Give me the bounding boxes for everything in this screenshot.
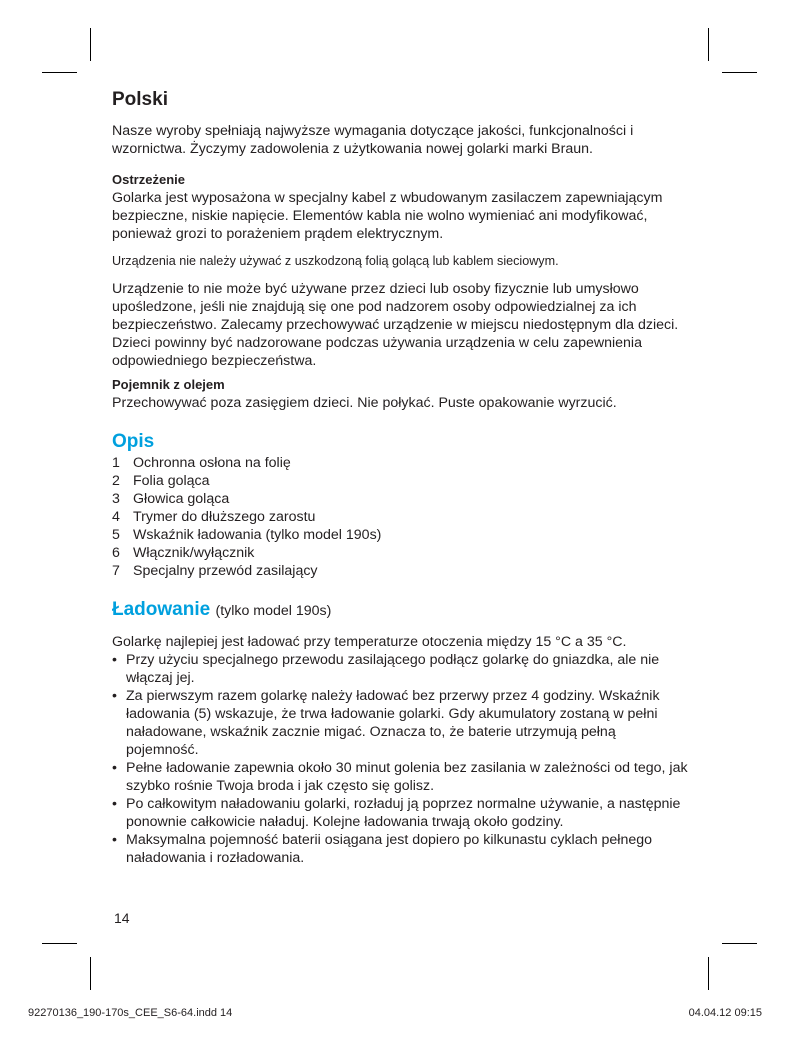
list-item-text: Przy użyciu specjalnego przewodu zasilającego podłącz golarkę do gniazdka, ale nie włączaj jej. (126, 652, 660, 686)
list-item (112, 831, 692, 867)
list-item (112, 687, 692, 759)
bullet-marker: • (112, 760, 117, 776)
list-item-text: Głowica goląca (133, 491, 230, 507)
crop-mark (708, 957, 709, 990)
footer-file-info: 92270136_190-170s_CEE_S6-64.indd 14 (28, 1007, 233, 1019)
charging-heading-text: Ładowanie (112, 599, 211, 620)
charging-intro: Golarkę najlepiej jest ładować przy temperaturze otoczenia między 15 °C a 35 °C. (112, 634, 627, 650)
list-item-text: Po całkowitym naładowaniu golarki, rozładuj ją poprzez normalne używanie, a następnie ponownie całkowicie naładuj. Kolejne ładowania trwają około godziny. (126, 796, 681, 830)
list-item (112, 795, 692, 831)
oil-text: Przechowywać poza zasięgiem dzieci. Nie połykać. Puste opakowanie wyrzucić. (112, 395, 617, 411)
bullet-marker: • (112, 652, 117, 668)
list-item-number: 5 (112, 527, 120, 543)
description-list (112, 454, 692, 580)
list-item-number: 7 (112, 563, 120, 579)
list-item-text: Za pierwszym razem golarkę należy ładować bez przerwy przez 4 godziny. Wskaźnik ładowania (5) wskazuje, że trwa ładowanie golarki. Gdy akumulatory zostaną w pełni naładowane, wskaźnik zacznie migać. Oznacza to, że baterie utrzymują pełną pojemność. (126, 688, 660, 758)
charging-heading (112, 598, 692, 623)
list-item-number: 1 (112, 455, 120, 471)
list-item-text: Specjalny przewód zasilający (133, 563, 318, 579)
list-item (112, 454, 692, 472)
list-item (112, 508, 692, 526)
warning-text: Golarka jest wyposażona w specjalny kabel z wbudowanym zasilaczem zapewniającym bezpieczne, niskie napięcie. Elementów kabla nie wolno wymieniać ani modyfikować, ponieważ grozi to porażeniem prądem elektrycznym. (112, 190, 663, 242)
list-item (112, 562, 692, 580)
page-title: Polski (112, 89, 168, 110)
warning-heading: Ostrzeżenie (112, 172, 185, 187)
bullet-marker: • (112, 832, 117, 848)
list-item-text: Folia goląca (133, 473, 210, 489)
list-item-number: 4 (112, 509, 120, 525)
description-heading: Opis (112, 431, 155, 452)
crop-mark (42, 72, 77, 73)
list-item-text: Pełne ładowanie zapewnia około 30 minut golenia bez zasilania w zależności od tego, jak szybko rośnie Twoja broda i jak często się golisz. (126, 760, 688, 794)
list-item (112, 651, 692, 687)
bullet-marker: • (112, 796, 117, 812)
warning-children-text: Urządzenie to nie może być używane przez dzieci lub osoby fizycznie lub umysłowo upośledzone, jeśli nie znajdują się one pod nadzorem osoby odpowiedzialnej za ich bezpieczeństwo. Zalecamy przechowywać urządzenie w miejscu niedostępnym dla dzieci. Dzieci powinny być nadzorowane podczas używania urządzenia w celu zapewnienia odpowiedniego bezpieczeństwa. (112, 281, 679, 369)
bullet-marker: • (112, 688, 117, 704)
list-item (112, 490, 692, 508)
crop-mark (90, 28, 91, 61)
list-item-text: Trymer do dłuższego zarostu (133, 509, 316, 525)
oil-heading: Pojemnik z olejem (112, 377, 225, 392)
list-item (112, 472, 692, 490)
footer-timestamp: 04.04.12 09:15 (688, 1007, 762, 1019)
page-number: 14 (114, 910, 130, 926)
crop-mark (42, 943, 77, 944)
list-item-text: Wskaźnik ładowania (tylko model 190s) (133, 527, 382, 543)
document-page (112, 88, 692, 867)
crop-mark (708, 28, 709, 61)
crop-mark (722, 72, 757, 73)
list-item-text: Włącznik/wyłącznik (133, 545, 255, 561)
list-item-text: Maksymalna pojemność baterii osiągana jest dopiero po kilkunastu cyklach pełnego naładowania i rozładowania. (126, 832, 653, 866)
list-item (112, 759, 692, 795)
crop-mark (90, 957, 91, 990)
charging-model-note: (tylko model 190s) (215, 603, 332, 619)
list-item (112, 526, 692, 544)
crop-mark (722, 943, 757, 944)
charging-list (112, 651, 692, 867)
list-item-text: Ochronna osłona na folię (133, 455, 291, 471)
intro-paragraph: Nasze wyroby spełniają najwyższe wymagania dotyczące jakości, funkcjonalności i wzornictwa. Życzymy zadowolenia z użytkowania nowej golarki marki Braun. (112, 123, 634, 157)
list-item-number: 2 (112, 473, 120, 489)
list-item (112, 544, 692, 562)
list-item-number: 6 (112, 545, 120, 561)
list-item-number: 3 (112, 491, 120, 507)
warning-damaged-text: Urządzenia nie należy używać z uszkodzoną folią golącą lub kablem sieciowym. (112, 254, 559, 268)
